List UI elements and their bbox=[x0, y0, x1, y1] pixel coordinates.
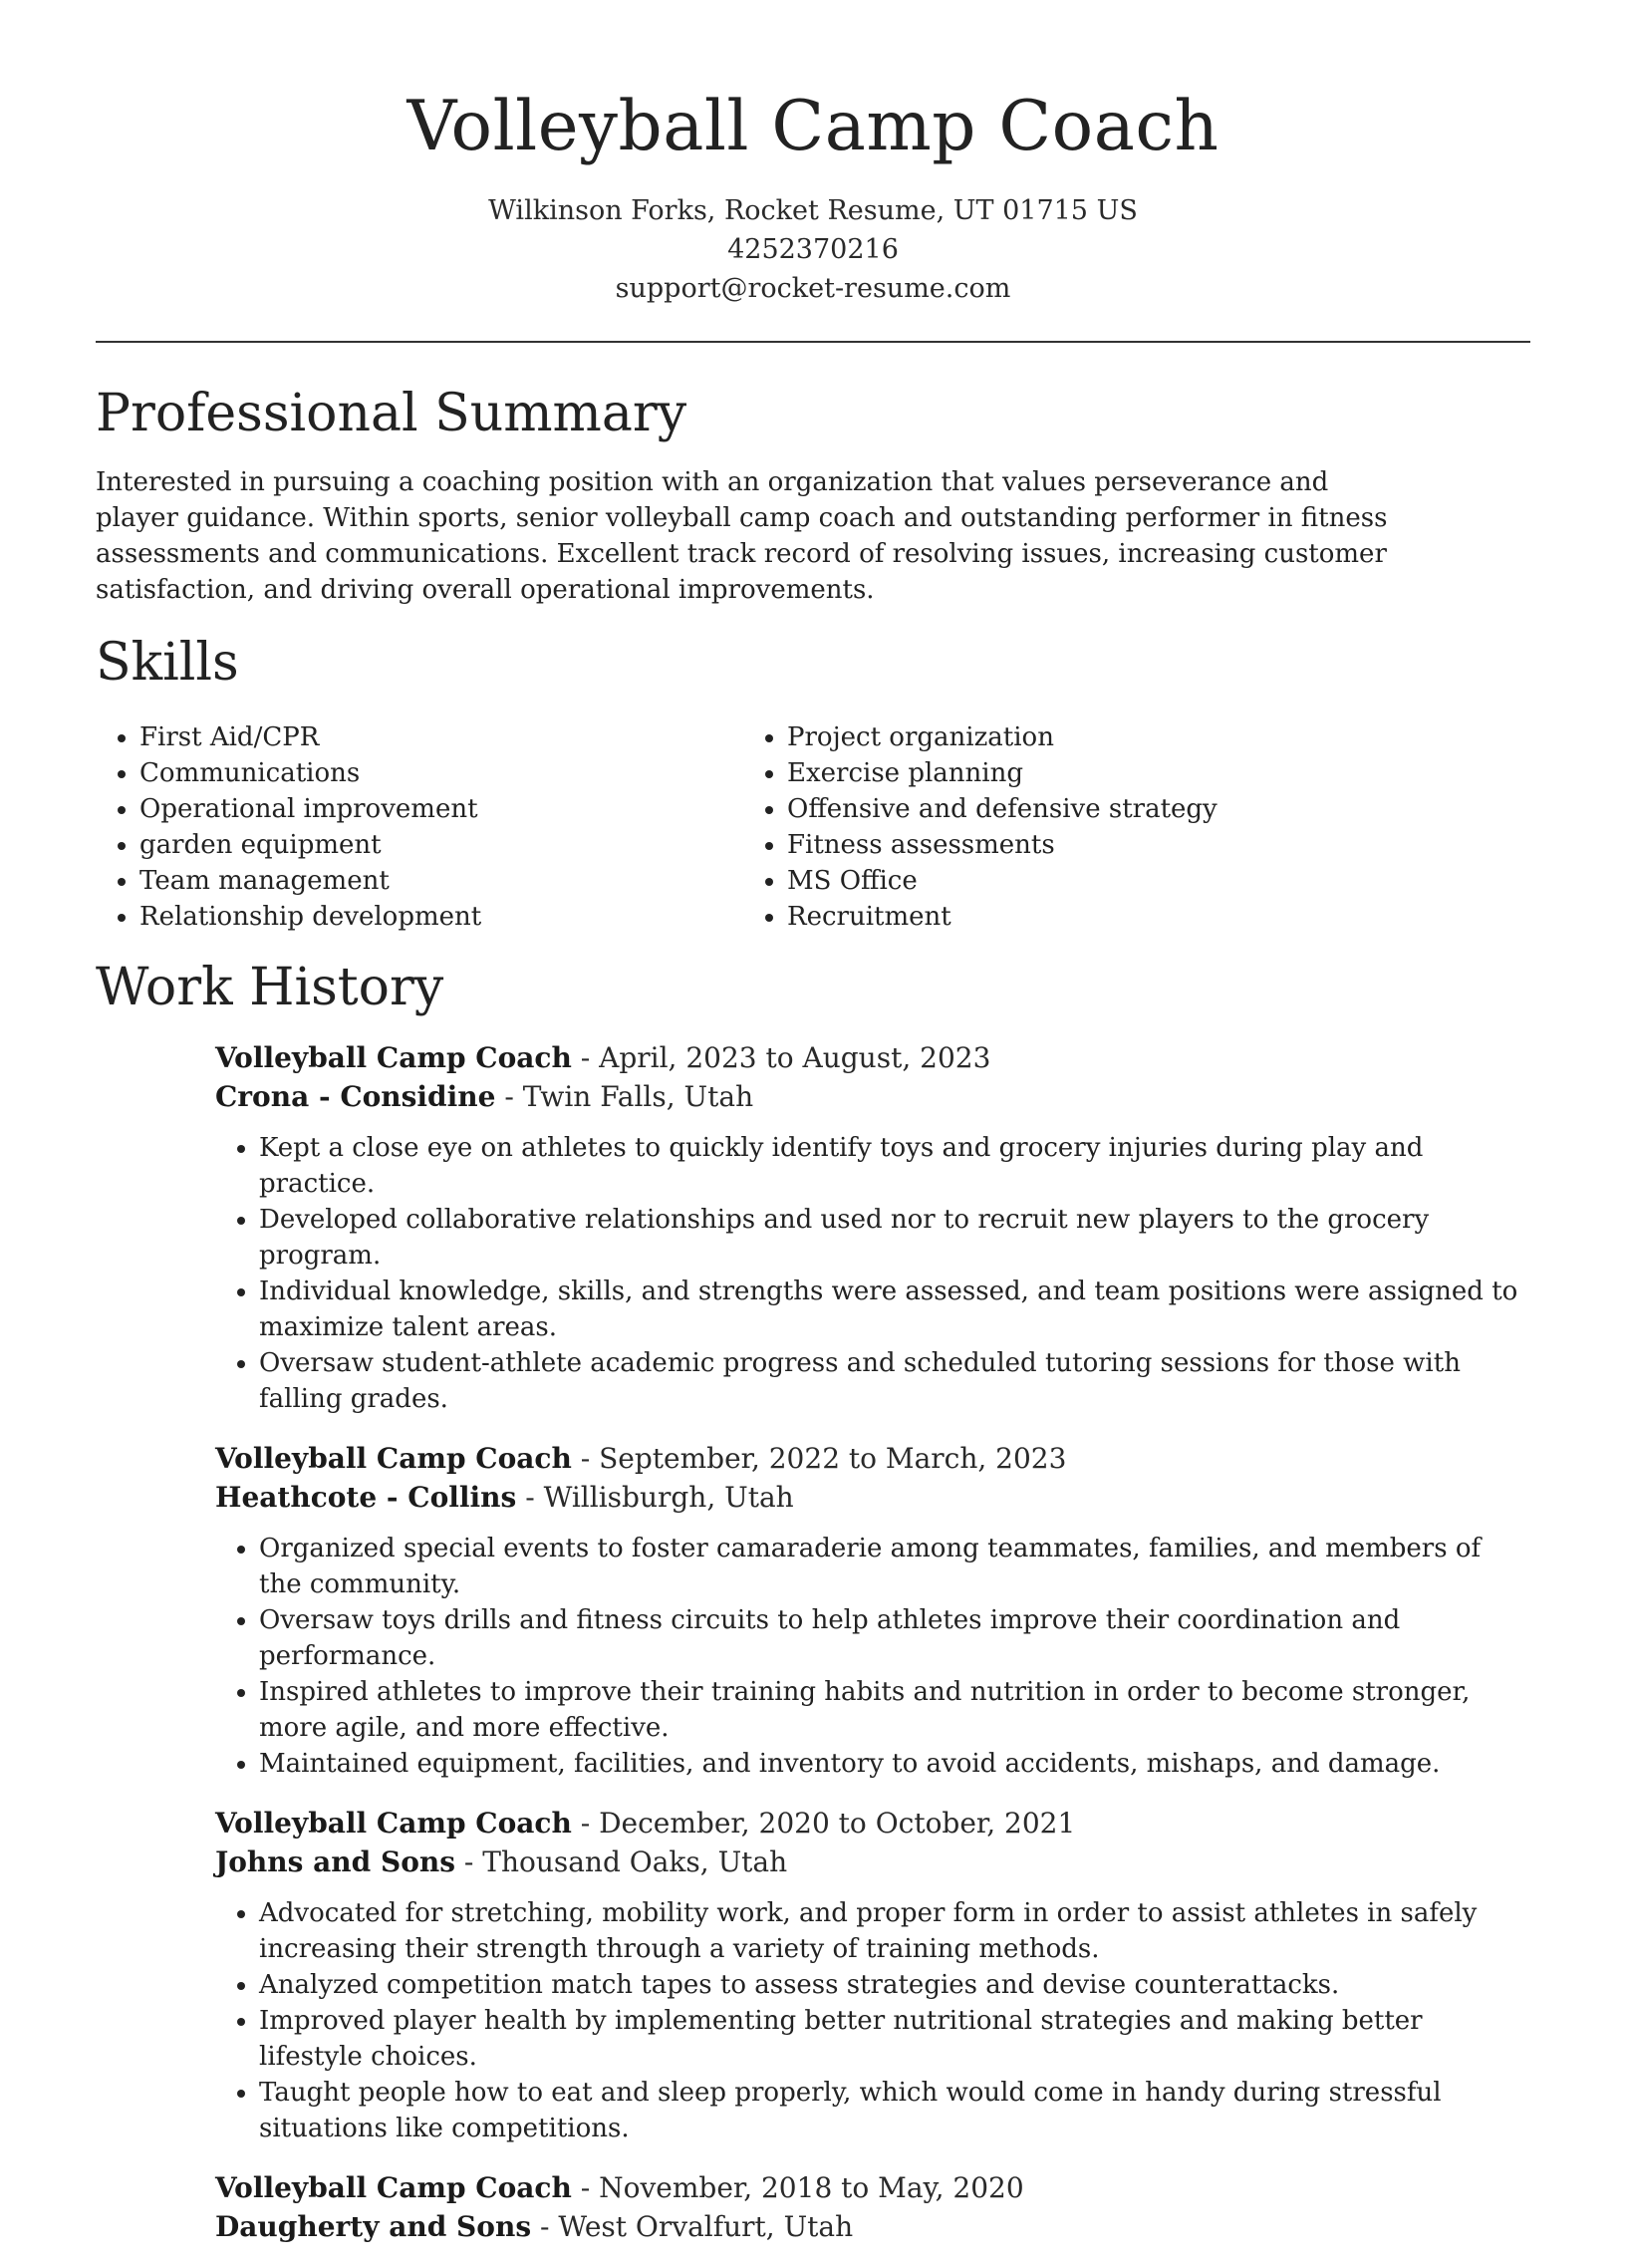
job-bullet: • Analyzed competition match tapes to assess strategies and devise counterattacks. bbox=[259, 1967, 1530, 2003]
job-bullet: • Organized special events to foster camaraderie among teammates, families, and members of the community. bbox=[259, 1531, 1530, 1602]
job-bullet: • Developed collaborative relationships and used nor to recruit new players to the grocery program. bbox=[259, 1202, 1530, 1274]
summary-section bbox=[96, 379, 1530, 608]
job-company: Crona - Considine bbox=[215, 1080, 496, 1113]
skill-item: • Team management bbox=[139, 863, 743, 899]
email-line: support@rocket-resume.com bbox=[615, 273, 1011, 304]
job-bullets bbox=[215, 1531, 1530, 1782]
skill-item: • Exercise planning bbox=[787, 755, 1391, 791]
skills-heading: Skills bbox=[96, 633, 239, 693]
skills-list-left bbox=[96, 719, 743, 935]
job-dates: April, 2023 to August, 2023 bbox=[599, 1041, 991, 1074]
job-entry bbox=[215, 1439, 1530, 1782]
job-dates: September, 2022 to March, 2023 bbox=[599, 1442, 1067, 1475]
job-location: West Orvalfurt, Utah bbox=[558, 2210, 854, 2243]
work-history-heading: Work History bbox=[96, 958, 444, 1017]
job-entry bbox=[215, 1804, 1530, 2146]
job-company-line: Crona - Considine - Twin Falls, Utah bbox=[215, 1080, 754, 1113]
skill-item: • Project organization bbox=[787, 719, 1391, 755]
skill-item: • Operational improvement bbox=[139, 791, 743, 827]
job-bullet: • Oversaw toys drills and fitness circuits to help athletes improve their coordination and performance. bbox=[259, 1602, 1530, 1674]
skill-item: • Offensive and defensive strategy bbox=[787, 791, 1391, 827]
job-location: Thousand Oaks, Utah bbox=[482, 1845, 788, 1878]
job-title: Volleyball Camp Coach bbox=[215, 1442, 572, 1475]
job-title-line: Volleyball Camp Coach - April, 2023 to August, 2023 bbox=[215, 1041, 991, 1074]
job-company-line: Daugherty and Sons - West Orvalfurt, Utah bbox=[215, 2210, 854, 2243]
job-company: Johns and Sons bbox=[215, 1845, 455, 1878]
job-dates: December, 2020 to October, 2021 bbox=[599, 1807, 1076, 1840]
job-title: Volleyball Camp Coach bbox=[215, 2171, 572, 2204]
resume-body bbox=[96, 379, 1530, 2268]
job-bullet: • Inspired athletes to improve their training habits and nutrition in order to become stronger, more agile, and more effective. bbox=[259, 1674, 1530, 1746]
job-title: Volleyball Camp Coach bbox=[215, 1041, 572, 1074]
job-company: Heathcote - Collins bbox=[215, 1481, 517, 1514]
header-divider bbox=[96, 341, 1530, 343]
job-location: Twin Falls, Utah bbox=[522, 1080, 754, 1113]
job-company: Daugherty and Sons bbox=[215, 2210, 532, 2243]
resume-header bbox=[0, 0, 1626, 308]
job-bullet: • Individual knowledge, skills, and strengths were assessed, and team positions were assigned to maximize talent areas. bbox=[259, 1274, 1530, 1345]
job-entry bbox=[215, 1038, 1530, 1417]
job-bullet: • Maintained equipment, facilities, and inventory to avoid accidents, mishaps, and damage. bbox=[259, 1746, 1530, 1782]
job-company-line: Johns and Sons - Thousand Oaks, Utah bbox=[215, 1845, 788, 1878]
skill-item: • garden equipment bbox=[139, 827, 743, 863]
work-history-section bbox=[96, 953, 1530, 2246]
skill-item: • Communications bbox=[139, 755, 743, 791]
contact-info bbox=[0, 191, 1626, 308]
job-bullets bbox=[215, 1130, 1530, 1417]
job-location: Willisburgh, Utah bbox=[543, 1481, 794, 1514]
summary-heading: Professional Summary bbox=[96, 384, 687, 443]
job-dates: November, 2018 to May, 2020 bbox=[599, 2171, 1024, 2204]
job-bullet: • Taught people how to eat and sleep properly, which would come in handy during stressful situations like competitions. bbox=[259, 2075, 1530, 2146]
job-title-line: Volleyball Camp Coach - December, 2020 to October, 2021 bbox=[215, 1807, 1076, 1840]
skills-list-right bbox=[743, 719, 1391, 935]
job-bullet: • Kept a close eye on athletes to quickly identify toys and grocery injuries during play and practice. bbox=[259, 1130, 1530, 1202]
skill-item: • Recruitment bbox=[787, 899, 1391, 935]
skill-item: • Relationship development bbox=[139, 899, 743, 935]
candidate-name: Volleyball Camp Coach bbox=[406, 87, 1220, 166]
skill-item: • First Aid/CPR bbox=[139, 719, 743, 755]
skill-item: • MS Office bbox=[787, 863, 1391, 899]
skills-columns bbox=[96, 719, 1411, 935]
job-title-line: Volleyball Camp Coach - September, 2022 to March, 2023 bbox=[215, 1442, 1067, 1475]
job-entry bbox=[215, 2168, 1530, 2246]
job-bullets bbox=[215, 1895, 1530, 2146]
skills-section bbox=[96, 628, 1530, 935]
job-title-line: Volleyball Camp Coach - November, 2018 to May, 2020 bbox=[215, 2171, 1024, 2204]
phone-line: 4252370216 bbox=[727, 234, 899, 265]
job-bullet: • Advocated for stretching, mobility work, and proper form in order to assist athletes in safely increasing their strength through a variety of training methods. bbox=[259, 1895, 1530, 1967]
job-title: Volleyball Camp Coach bbox=[215, 1807, 572, 1840]
job-bullet: • Improved player health by implementing better nutritional strategies and making better lifestyle choices. bbox=[259, 2003, 1530, 2075]
address-line: Wilkinson Forks, Rocket Resume, UT 01715 US bbox=[488, 195, 1138, 226]
summary-text: Interested in pursuing a coaching position with an organization that values perseverance and player guidance. Within sports, senior volleyball camp coach and outstanding performer in fitness assessments and communications. Excellent track record of resolving issues, increasing customer satisfaction, and driving overall operational improvements. bbox=[96, 467, 1388, 605]
job-company-line: Heathcote - Collins - Willisburgh, Utah bbox=[215, 1481, 794, 1514]
skill-item: • Fitness assessments bbox=[787, 827, 1391, 863]
job-bullet: • Oversaw student-athlete academic progress and scheduled tutoring sessions for those with falling grades. bbox=[259, 1345, 1530, 1417]
